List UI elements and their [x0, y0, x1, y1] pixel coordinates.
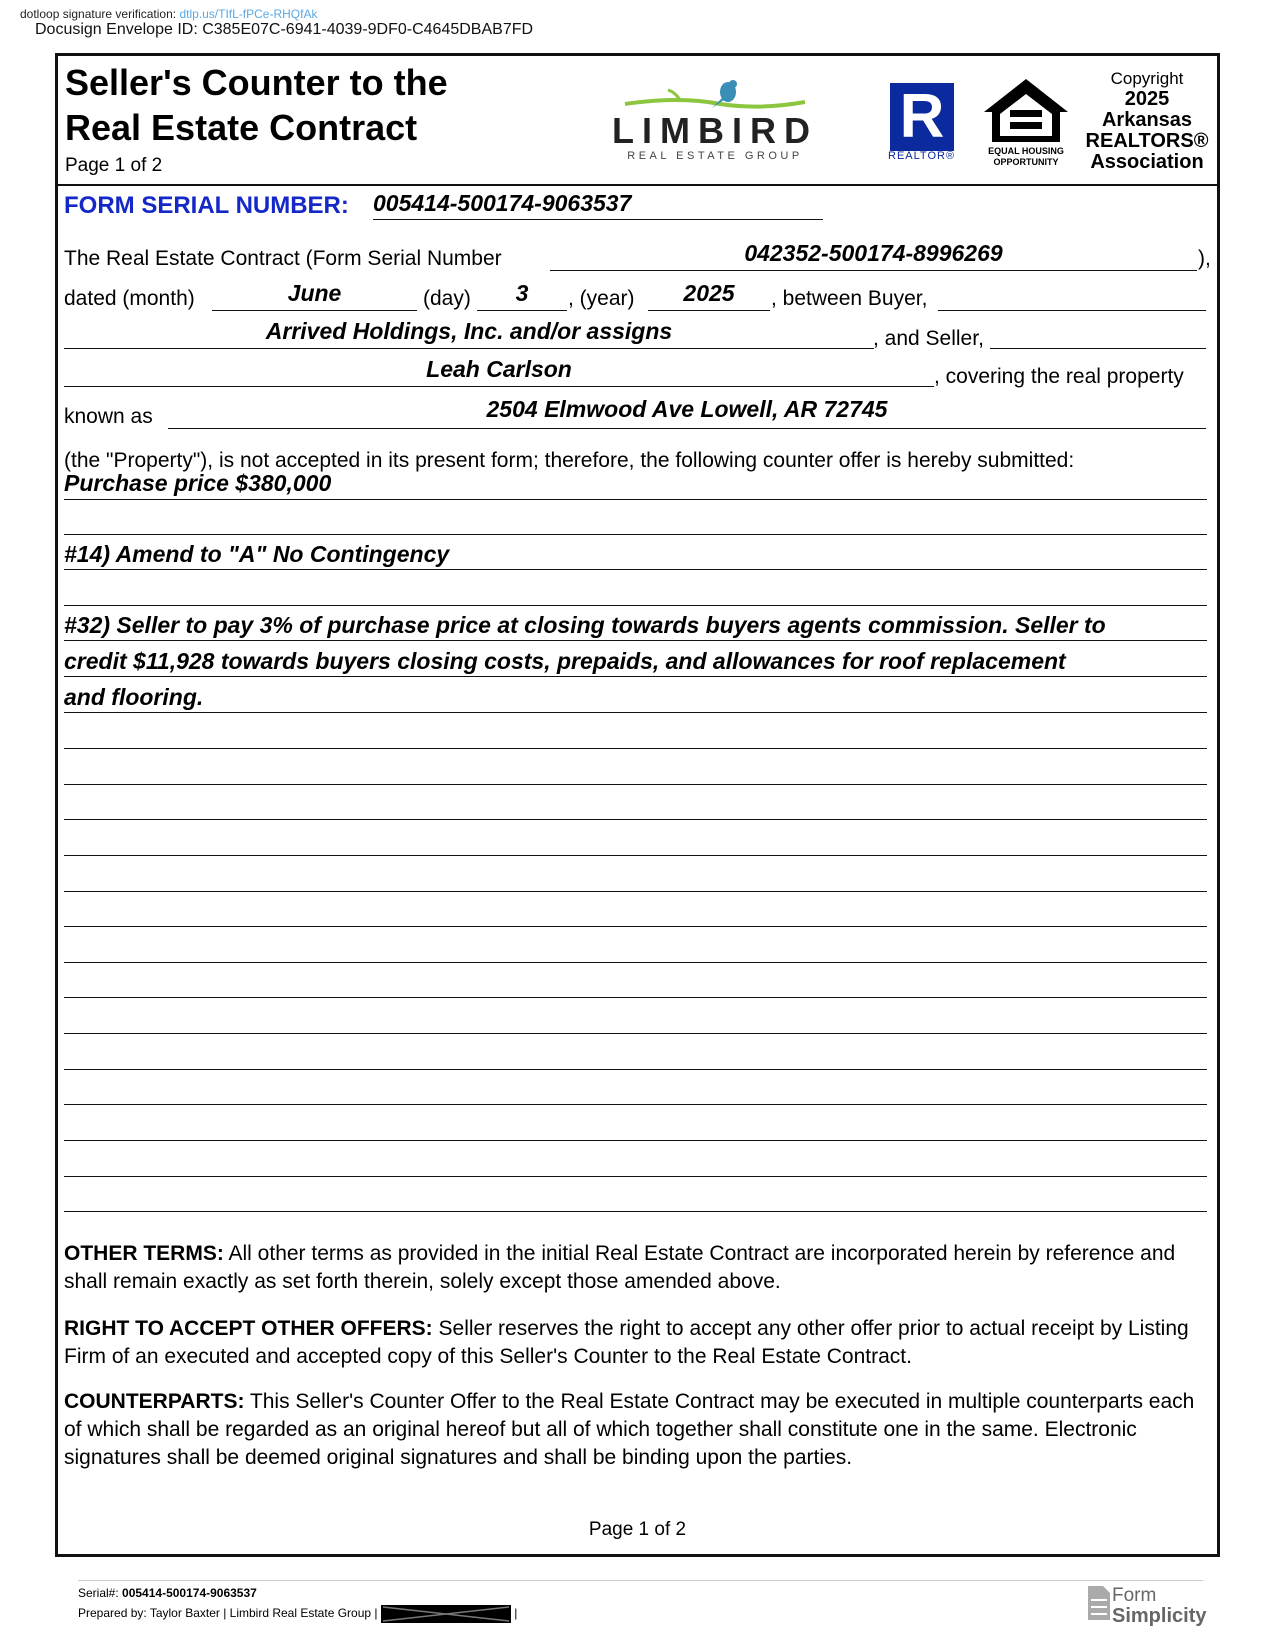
limbird-wordmark: LIMBIRD: [612, 110, 818, 151]
seller-value: Leah Carlson: [426, 356, 572, 382]
equal-housing-label: [980, 146, 1072, 168]
right-to-accept-label: RIGHT TO ACCEPT OTHER OFFERS:: [64, 1317, 433, 1340]
counter-text: and flooring.: [64, 684, 204, 710]
blank-line[interactable]: [64, 962, 1207, 963]
title-line-1: Seller's Counter to the: [65, 62, 448, 103]
counter-text: #32) Seller to pay 3% of purchase price at closing towards buyers agents commission. Seller to: [64, 612, 1106, 638]
bird-branch-icon: [620, 78, 810, 114]
header-divider: [58, 184, 1217, 186]
dated-month-label: dated (month): [64, 287, 195, 310]
other-terms-text: All other terms as provided in the initial Real Estate Contract are incorporated herein by reference and shall remain exactly as set forth therein, solely except those amended above.: [64, 1242, 1176, 1293]
copyright-line-1: Copyright: [1110, 69, 1184, 88]
other-terms-label: OTHER TERMS:: [64, 1242, 224, 1265]
redaction-x-icon: [381, 1605, 511, 1623]
contract-serial-field[interactable]: [550, 240, 1197, 271]
contract-serial-label: The Real Estate Contract (Form Serial Number: [64, 247, 502, 270]
counter-text: #14) Amend to "A" No Contingency: [64, 541, 450, 567]
property-address-field[interactable]: [168, 396, 1206, 429]
eho-line-2: OPPORTUNITY: [993, 157, 1059, 167]
copyright-block: [1082, 68, 1212, 173]
counter-text: Purchase price $380,000: [64, 470, 332, 496]
blank-line[interactable]: [64, 1140, 1207, 1141]
and-seller-label: , and Seller,: [873, 327, 984, 350]
trailing-separator: |: [514, 1606, 518, 1621]
seller-field-start[interactable]: [990, 318, 1206, 349]
title-line-2: Real Estate Contract: [65, 107, 418, 148]
blank-line[interactable]: [64, 1176, 1207, 1177]
year-label: , (year): [568, 287, 635, 310]
copyright-line-4: REALTORS®: [1085, 130, 1209, 152]
buyer-value: Arrived Holdings, Inc. and/or assigns: [265, 318, 673, 344]
blank-line[interactable]: [64, 1033, 1207, 1034]
day-label: (day): [423, 287, 471, 310]
brand-line-1: Form: [1112, 1585, 1157, 1606]
counter-text: credit $11,928 towards buyers closing costs, prepaids, and allowances for roof replacement: [64, 648, 1066, 674]
blank-line[interactable]: [64, 1211, 1207, 1212]
seller-field[interactable]: [64, 356, 934, 387]
form-simplicity-logo: [1112, 1585, 1206, 1627]
property-address-value: 2504 Elmwood Ave Lowell, AR 72745: [486, 396, 888, 422]
copyright-year: 2025: [1124, 88, 1170, 110]
page-indicator: Page 1 of 2: [65, 155, 163, 176]
redacted-block: [381, 1605, 511, 1623]
not-accepted-statement: (the "Property"), is not accepted in its present form; therefore, the following counter offer is hereby submitted:: [64, 449, 1075, 472]
blank-line[interactable]: [64, 748, 1207, 749]
form-simplicity-document-icon: [1088, 1586, 1110, 1620]
dotloop-link[interactable]: dtlp.us/TIfL-fPCe-RHQfAk: [179, 7, 318, 21]
prepared-by-label: Prepared by:: [78, 1606, 147, 1621]
blank-line[interactable]: [64, 1069, 1207, 1070]
copyright-line-3: Arkansas: [1101, 109, 1193, 131]
month-value: June: [287, 280, 342, 306]
buyer-field-start[interactable]: [938, 280, 1206, 311]
month-field[interactable]: [212, 280, 417, 311]
other-terms-paragraph: [64, 1240, 1214, 1296]
footer-prepared-by: [78, 1605, 517, 1623]
realtor-logo-icon: R: [890, 83, 954, 151]
counter-line-5[interactable]: [64, 612, 1207, 641]
contract-serial-suffix: ),: [1198, 247, 1211, 270]
day-field[interactable]: [477, 280, 567, 311]
eho-line-1: EQUAL HOUSING: [988, 146, 1064, 156]
blank-line[interactable]: [64, 926, 1207, 927]
copyright-line-5: Association: [1090, 151, 1204, 173]
equal-housing-icon: [980, 76, 1072, 146]
counterparts-label: COUNTERPARTS:: [64, 1390, 245, 1413]
buyer-field[interactable]: [64, 318, 874, 349]
docusign-envelope-id: Docusign Envelope ID: C385E07C-6941-4039-9DF0-C4645DBAB7FD: [35, 21, 534, 38]
blank-line[interactable]: [64, 891, 1207, 892]
blank-line[interactable]: [64, 855, 1207, 856]
footer-divider: [78, 1580, 1203, 1581]
prepared-by-value: Taylor Baxter | Limbird Real Estate Group |: [149, 1606, 378, 1621]
dotloop-label: dotloop signature verification:: [20, 7, 177, 21]
counter-line-7[interactable]: [64, 684, 1207, 713]
footer-serial: [78, 1586, 257, 1600]
right-to-accept-text: Seller reserves the right to accept any other offer prior to actual receipt by Listing Firm of an executed and accepted copy of this Seller's Counter to the Real Estate Contract.: [64, 1317, 1189, 1368]
limbird-subtitle: REAL ESTATE GROUP: [627, 150, 803, 162]
counter-line-3[interactable]: [64, 541, 1207, 570]
realtor-label: REALTOR®: [888, 150, 956, 162]
covering-label: , covering the real property: [934, 365, 1184, 388]
counterparts-paragraph: [64, 1388, 1214, 1472]
counterparts-text: This Seller's Counter Offer to the Real Estate Contract may be executed in multiple counterparts each of which shall be regarded as an original hereof but all of which together shall constitute one in the same. Electronic signatures shall be deemed original signatures and shall be binding upon the parties.: [64, 1390, 1195, 1469]
form-serial-label: FORM SERIAL NUMBER:: [64, 192, 349, 219]
between-buyer-label: , between Buyer,: [771, 287, 928, 310]
brand-line-2: Simplicity: [1112, 1605, 1207, 1627]
dotloop-verification: [20, 7, 317, 21]
footer-serial-label: Serial#:: [78, 1586, 119, 1600]
blank-line[interactable]: [64, 784, 1207, 785]
known-as-label: known as: [64, 405, 153, 428]
counter-line-2[interactable]: [64, 506, 1207, 535]
form-title: [65, 60, 448, 150]
page-number-footer: Page 1 of 2: [588, 1519, 687, 1540]
contract-serial-value: 042352-500174-8996269: [744, 240, 1003, 266]
footer-serial-value: 005414-500174-9063537: [122, 1586, 257, 1600]
blank-line[interactable]: [64, 819, 1207, 820]
right-to-accept-paragraph: [64, 1315, 1214, 1371]
year-value: 2025: [683, 280, 735, 306]
blank-line[interactable]: [64, 1104, 1207, 1105]
day-value: 3: [515, 280, 529, 306]
form-serial-field[interactable]: [373, 190, 823, 220]
limbird-logo: [610, 78, 820, 162]
form-serial-value: 005414-500174-9063537: [373, 190, 632, 216]
counter-line-1[interactable]: [64, 470, 1207, 500]
year-field[interactable]: [648, 280, 770, 311]
counter-line-4[interactable]: [64, 577, 1207, 606]
blank-line[interactable]: [64, 997, 1207, 998]
counter-line-6[interactable]: [64, 648, 1207, 677]
